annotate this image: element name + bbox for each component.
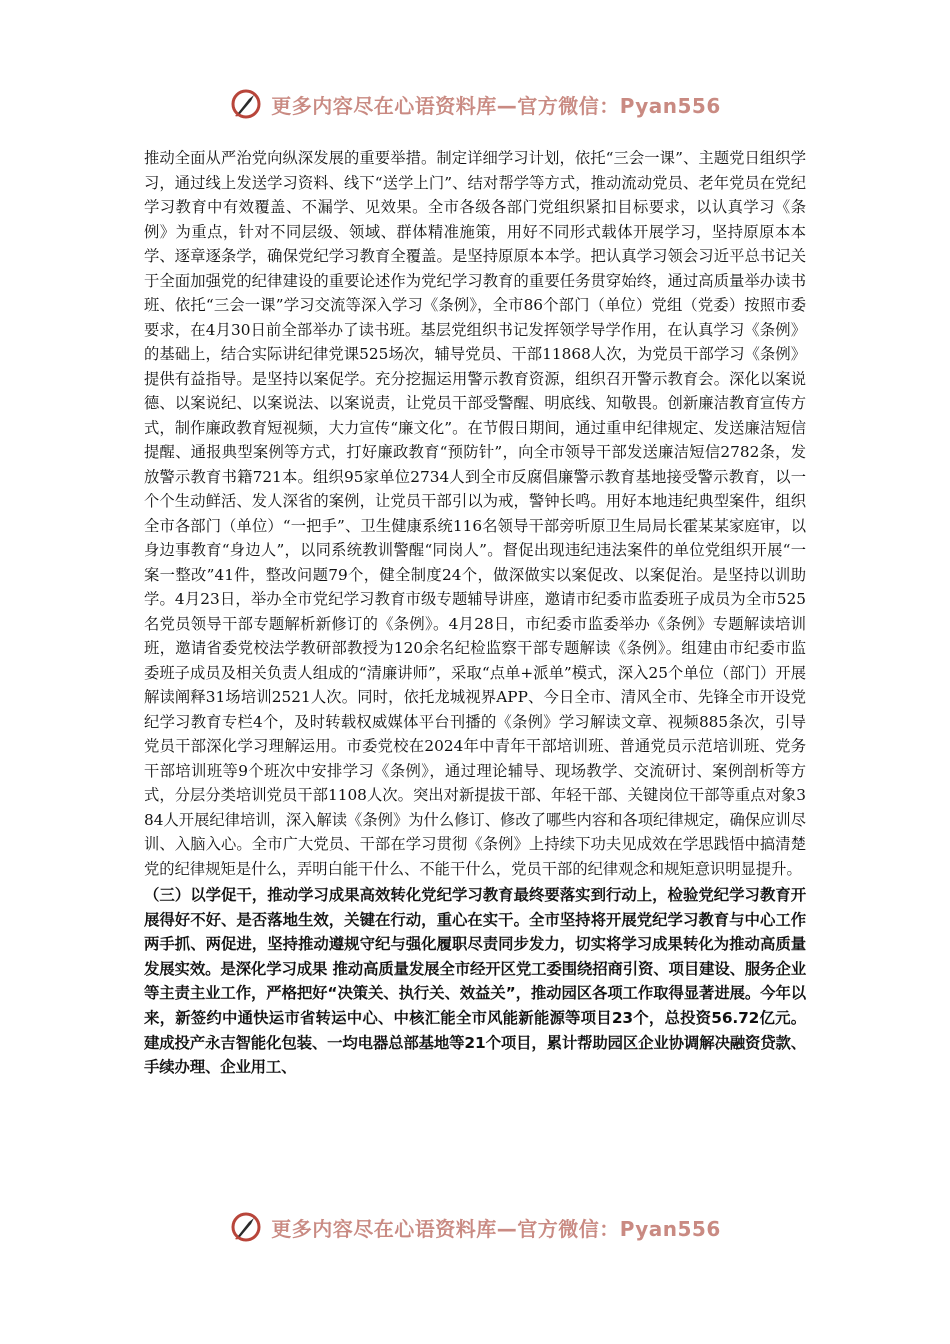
- body-paragraph: 推动全面从严治党向纵深发展的重要举措。制定详细学习计划，依托“三会一课”、主题党日组织学习，通过线上发送学习资料、线下“送学上门”、结对帮学等方式，推动流动党员、老年党员在党纪学习教育中有效覆盖、不漏学、见效果。全市各级各部门党组织紧扣目标要求，以认真学习《条例》为重点，针对不同层级、领域、群体精准施策，用好不同形式载体开展学习，坚持原原本本学、逐章逐条学，确保党纪学习教育全覆盖。是坚持原原本本学。把认真学习领会习近平总书记关于全面加强党的纪律建设的重要论述作为党纪学习教育的重要任务贯穿始终，通过高质量举办读书班、依托“三会一课”学习交流等深入学习《条例》，全市86个部门（单位）党组（党委）按照市委要求，在4月30日前全部举办了读书班。基层党组织书记发挥领学导学作用，在认真学习《条例》的基础上，结合实际讲纪律党课525场次，辅导党员、干部11868人次，为党员干部学习《条例》提供有益指导。是坚持以案促学。充分挖掘运用警示教育资源，组织召开警示教育会。深化以案说德、以案说纪、以案说法、以案说责，让党员干部受警醒、明底线、知敬畏。创新廉洁教育宣传方式，制作廉政教育短视频，大力宣传“廉文化”。在节假日期间，通过重申纪律规定、发送廉洁短信提醒、通报典型案例等方式，打好廉政教育“预防针”，向全市领导干部发送廉洁短信2782条，发放警示教育书籍721本。组织95家单位2734人到全市反腐倡廉警示教育基地接受警示教育，以一个个生动鲜活、发人深省的案例，让党员干部引以为戒，警钟长鸣。用好本地违纪典型案件，组织全市各部门（单位）“一把手”、卫生健康系统116名领导干部旁听原卫生局局长霍某某家庭审，以身边事教育“身边人”，以同系统教训警醒“同岗人”。督促出现违纪违法案件的单位党组织开展“一案一整改”41件，整改问题79个，健全制度24个，做深做实以案促改、以案促治。是坚持以训助学。4月23日，举办全市党纪学习教育市级专题辅导讲座，邀请市纪委市监委班子成员为全市525名党员领导干部专题解析新修订的《条例》。4月28日，市纪委市监委举办《条例》专题解读培训班，邀请省委党校法学教研部教授为120余名纪检监察干部专题解读《条例》。组建由市纪委市监委班子成员及相关负责人组成的“清廉讲师”，采取“点单+派单”模式，深入25个单位（部门）开展解读阐释31场培训2521人次。同时，依托龙城视界APP、今日全市、清风全市、先锋全市开设党纪学习教育专栏4个，及时转载权威媒体平台刊播的《条例》学习解读文章、视频885条次，引导党员干部深化学习理解运用。市委党校在2024年中青年干部培训班、普通党员示范培训班、党务干部培训班等9个班次中安排学习《条例》，通过理论辅导、现场教学、交流研讨、案例剖析等方式，分层分类培训党员干部1108人次。突出对新提拔干部、年轻干部、关键岗位干部等重点对象384人开展纪律培训，深入解读《条例》为什么修订、修改了哪些内容和各项纪律规定，确保应训尽训、入脑入心。全市广大党员、干部在学习贯彻《条例》上持续下功夫见成效在学思践悟中搞清楚党的纪律规矩是什么，弄明白能干什么、不能干什么，党员干部的纪律观念和规矩意识明显提升。: [144, 149, 806, 878]
- watermark-footer: [0, 1207, 950, 1247]
- watermark-text: 更多内容尽在心语资料库—官方微信：Pyan556: [271, 93, 721, 118]
- watermark-text: 更多内容尽在心语资料库—官方微信：Pyan556: [271, 1216, 721, 1241]
- brush-logo-icon: [229, 1210, 263, 1244]
- watermark-header: [0, 84, 950, 124]
- brush-logo-icon: [229, 87, 263, 121]
- section-heading-paragraph: （三）以学促干，推动学习成果高效转化党纪学习教育最终要落实到行动上，检验党纪学习教育开展得好不好、是否落地生效，关键在行动，重心在实干。全市坚持将开展党纪学习教育与中心工作两手抓、两促进，坚持推动遵规守纪与强化履职尽责同步发力，切实将学习成果转化为推动高质量发展实效。是深化学习成果 推动高质量发展全市经开区党工委围绕招商引资、项目建设、服务企业等主责主业工作，严格把好“决策关、执行关、效益关”，推动园区各项工作取得显著进展。今年以来，新签约中通快运市省转运中心、中核汇能全市风能新能源等项目23个，总投资56.72亿元。建成投产永吉智能化包装、一均电器总部基地等21个项目，累计帮助园区企业协调解决融资贷款、手续办理、企业用工、: [144, 886, 806, 1077]
- document-body: [144, 146, 806, 1080]
